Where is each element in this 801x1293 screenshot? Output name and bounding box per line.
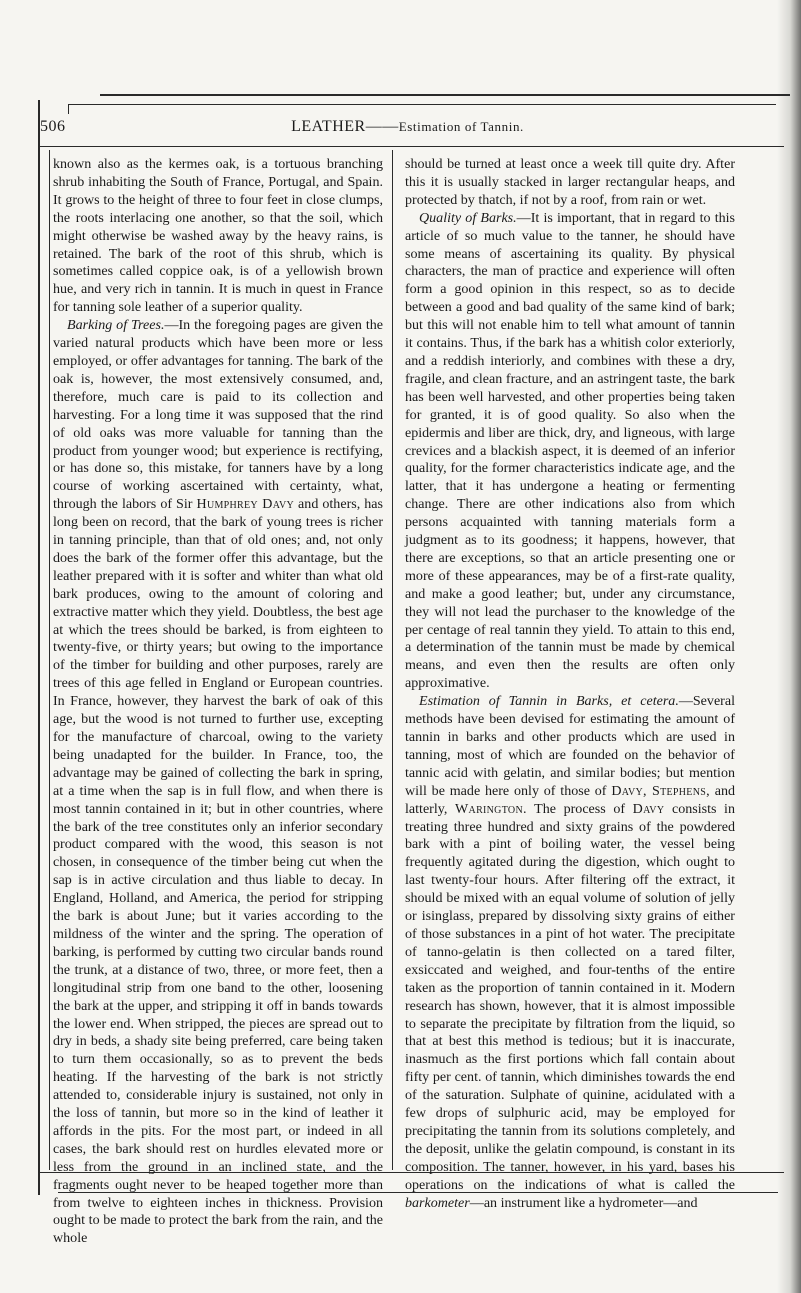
left-inner-rule <box>49 150 50 1170</box>
right-paragraph-3-the: The process of <box>526 800 633 817</box>
names-davy-stephens: Davy, Stephens, <box>611 782 710 799</box>
right-paragraph-3-and: and latterly, <box>405 782 735 817</box>
page-number: 506 <box>40 118 66 135</box>
name-warington: Warington. <box>454 800 527 817</box>
left-page-edge <box>38 100 40 1195</box>
frame-top-rule <box>68 104 776 105</box>
right-paragraph-3 <box>405 693 735 1212</box>
left-frame-rule <box>68 104 69 114</box>
title-sub: Estimation of Tannin. <box>398 119 524 134</box>
left-paragraph-2-text-b: and others, has long been on record, that the bark of young trees is richer in tanning principle, than that of old ones; and, not only does the bark of the former offer this advantage, but the leather prepared with it is softer and whiter than what old bark produces, owing to the amount of coloring and extractive matter which they yield. Doubtless, the best age at which the trees should be barked, is from eighteen to twenty-five, or thirty years; but owing to the importance of the timber for building and other purposes, rarely are trees of this age felled in England or European countries. In France, however, they harvest the bark of oak of this age, but the wood is not turned to further use, excepting for the manufacture of charcoal, owing to the variety being unadapted for the builder. In France, too, the advantage may be gained of collecting the bark in spring, at a time when the sap is in full flow, and when there is most tannin contained in it; but in other countries, where the bark of the tree constitutes only an inferior secondary product compared with the wood, this season is not chosen, in consequence of the timber being cut when the sap is in active circulation and thus liable to decay. In England, Holland, and America, the period for stripping the bark is about June; but it varies according to the mildness of the winter and the spring. The operation of barking, is performed by cutting two circular bands round the trunk, at a distance of two, three, or more feet, then a longitudinal strip from one band to the other, loosening the bark at the upper, and stripping it off in bands towards the lower end. When stripped, the pieces are spread out to dry in beds, a shady site being preferred, care being taken to turn them occasionally, so as to prevent the beds heating. If the harvesting of the bark is not strictly attended to, considerable injury is sustained, not only in the loss of tannin, but more so in the kind of leather it affords in the pits. For the most part, or indeed in all cases, the bark should rest on hurdles elevated more or less from the ground in an inclined state, and the fragments ought never to be heaped together more than from twelve to eighteen inches in thickness. Provision ought to be made to protect the bark from the rain, and the whole <box>53 496 383 1247</box>
top-outer-rule <box>100 94 790 96</box>
right-paragraph-3-text-a: —Several methods have been devised for estimating the amount of tannin in barks and other products which are used in tanning, most of which are founded on the behavior of tannic acid with gelatin, and similar bodies; but mention will be made here only of those of <box>405 693 735 799</box>
term-barkometer: barkometer <box>405 1194 470 1211</box>
left-paragraph-2 <box>53 317 383 1248</box>
running-title <box>40 118 775 136</box>
left-paragraph-1: known also as the kermes oak, is a tortuous branching shrub inhabiting the South of France, Portugal, and Spain. It grows to the height of three to four feet in close clumps, the roots interlacing one another, so that the soil, which might otherwise be washed away by the heavy rains, is retained. The bark of the root of this shrub, which is sometimes called coppice oak, is of a yellowish brown hue, and very rich in tannin. It is much in quest in France for tanning sole leather of a superior quality. <box>53 156 383 316</box>
right-paragraph-2 <box>405 210 735 693</box>
heading-estimation-of-tannin: Estimation of Tannin in Barks, et cetera. <box>419 693 679 710</box>
title-main: LEATHER <box>291 118 366 135</box>
scan-edge-shadow <box>777 0 801 1293</box>
left-column <box>53 156 383 1247</box>
right-column <box>405 156 735 1211</box>
running-header <box>40 118 775 142</box>
right-paragraph-3-text-c: —an instrument like a hydrometer—and <box>469 1194 698 1211</box>
left-paragraph-2-text-a: —In the foregoing pages are given the varied natural products which have been more or less employed, or offer advantages for tanning. The bark of the oak is, however, the most extensively consumed, and, therefore, much care is paid to its collection and harvesting. For a long time it was supposed that the rind of old oaks was more valuable for tanning than the product from younger wood; but experience is rectifying, or has done so, this mistake, for tanners have by a long course of working ascertained with certainty, what, through the labors of Sir <box>53 317 383 513</box>
heading-barking-of-trees: Barking of Trees. <box>67 317 165 334</box>
name-davy: Davy <box>632 800 665 817</box>
right-paragraph-2-text: —It is important, that in regard to this article of so much value to the tanner, he should have some means of ascertaining its quality. By physical characters, the man of practice and experience will often form a good opinion in this respect, so as to decide between a good and bad quality of the same kind of bark; but this will not enable him to tell what amount of tannin it contains. Thus, if the bark has a whitish color exteriorly, and a reddish interiorly, and combines with these a dry, fragile, and clean fracture, and an astringent taste, the bark has been well harvested, and other properties being taken for granted, it is of good quality. So also when the epidermis and liber are thick, dry, and ligneous, with large crevices and a blackish aspect, it is deemed of an inferior quality, for the former characteristics indicate age, and the latter, that it has undergone a heating or fermenting change. There are other indications also from which persons acquainted with tanning materials form a judgment as to its goodness; it happens, however, that there are exceptions, so that an article presenting one or more of these appearances, may be of a first-rate quality, and make a good leather; but, under any circumstance, they will not lead the purchaser to the knowledge of the per centage of real tannin they yield. To attain to this end, a determination of the tannin must be made by chemical means, and even then the results are often only approximative. <box>405 209 735 692</box>
column-divider <box>392 150 393 1170</box>
header-rule <box>40 146 784 147</box>
heading-quality-of-barks: Quality of Barks. <box>419 209 517 226</box>
right-paragraph-1: should be turned at least once a week till quite dry. After this it is usually stacked in larger rectangular heaps, and protected by thatch, if not by a roof, from rain or wet. <box>405 156 735 208</box>
title-dash: —— <box>365 118 399 135</box>
right-paragraph-3-text-b: consists in treating three hundred and sixty grains of the powdered bark with a pint of boiling water, the vessel being frequently agitated during the digestion, which ought to last twenty-four hours. After filtering off the extract, it should be mixed with an equal volume of solution of jelly or isinglass, prepared by dissolving sixty grains of either of those substances in a pint of hot water. The precipitate of tanno-gelatin is then collected on a tared filter, exsiccated and weighed, and four-tenths of the entire taken as the proportion of tannin contained in it. Modern research has shown, however, that it is almost impossible to separate the precipitate by filtration from the liquid, so that at best this method is tedious; but it is inaccurate, inasmuch as the first portions which fall contain about fifty per cent. of tannin, which diminishes towards the end of the saturation. Sulphate of quinine, acidulated with a few drops of sulphuric acid, may be employed for precipitating the tannin from its solutions completely, and the deposit, unlike the gelatin compound, is constant in its composition. The tanner, however, in his yard, bases his operations on the indications of what is called the <box>405 800 735 1193</box>
name-humphrey-davy: Humphrey Davy <box>196 496 295 513</box>
